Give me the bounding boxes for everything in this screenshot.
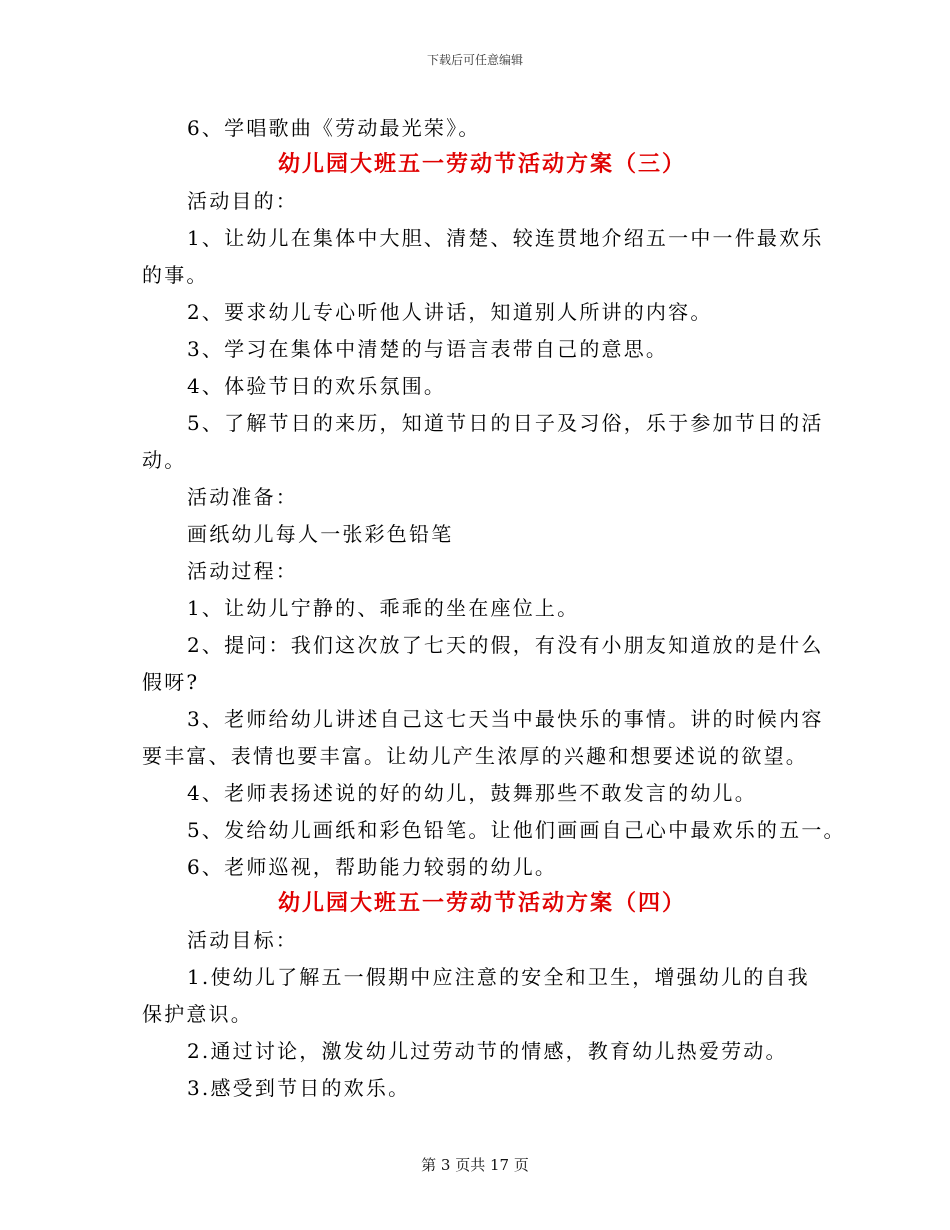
paragraph-line: 假呀?	[142, 670, 200, 694]
paragraph-line: 3、老师给幼儿讲述自己这七天当中最快乐的事情。讲的时候内容	[187, 707, 824, 731]
paragraph-line: 的事。	[142, 263, 209, 287]
paragraph-line: 4、体验节日的欢乐氛围。	[187, 374, 447, 398]
paragraph-line: 活动准备：	[187, 485, 298, 509]
paragraph-line: 3.感受到节日的欢乐。	[187, 1076, 411, 1100]
paragraph-line: 6、老师巡视，帮助能力较弱的幼儿。	[187, 855, 558, 879]
paragraph-line: 2.通过讨论，激发幼儿过劳动节的情感，教育幼儿热爱劳动。	[187, 1039, 788, 1063]
paragraph-line: 5、了解节日的来历，知道节日的日子及习俗，乐于参加节日的活	[187, 411, 824, 435]
paragraph-line: 5、发给幼儿画纸和彩色铅笔。让他们画画自己心中最欢乐的五一。	[187, 818, 846, 842]
paragraph-line: 1、让幼儿在集体中大胆、清楚、较连贯地介绍五一中一件最欢乐	[187, 226, 824, 250]
paragraph-line: 活动过程：	[187, 559, 298, 583]
paragraph-line: 2、提问：我们这次放了七天的假，有没有小朋友知道放的是什么	[187, 633, 824, 657]
page-footer: 第 3 页共 17 页	[421, 1156, 529, 1174]
paragraph-line: 保护意识。	[142, 1002, 253, 1026]
paragraph-line: 画纸幼儿每人一张彩色铅笔	[187, 522, 454, 546]
paragraph-line: 1、让幼儿宁静的、乖乖的坐在座位上。	[187, 596, 580, 620]
section-title-3: 幼儿园大班五一劳动节活动方案（三）	[277, 152, 686, 177]
paragraph-line: 2、要求幼儿专心听他人讲话，知道别人所讲的内容。	[187, 300, 713, 324]
paragraph-line: 1.使幼儿了解五一假期中应注意的安全和卫生，增强幼儿的自我	[187, 965, 810, 989]
paragraph-line: 要丰富、表情也要丰富。让幼儿产生浓厚的兴趣和想要述说的欲望。	[142, 744, 808, 768]
page-header: 下载后可任意编辑	[426, 53, 523, 67]
paragraph-line: 6、学唱歌曲《劳动最光荣》。	[187, 116, 481, 140]
paragraph-line: 动。	[142, 448, 187, 472]
paragraph-line: 3、学习在集体中清楚的与语言表带自己的意思。	[187, 337, 669, 361]
section-title-4: 幼儿园大班五一劳动节活动方案（四）	[277, 891, 686, 916]
paragraph-line: 活动目的：	[187, 189, 298, 213]
paragraph-line: 活动目标：	[187, 928, 298, 952]
paragraph-line: 4、老师表扬述说的好的幼儿，鼓舞那些不敢发言的幼儿。	[187, 781, 757, 805]
document-body	[142, 110, 846, 1107]
